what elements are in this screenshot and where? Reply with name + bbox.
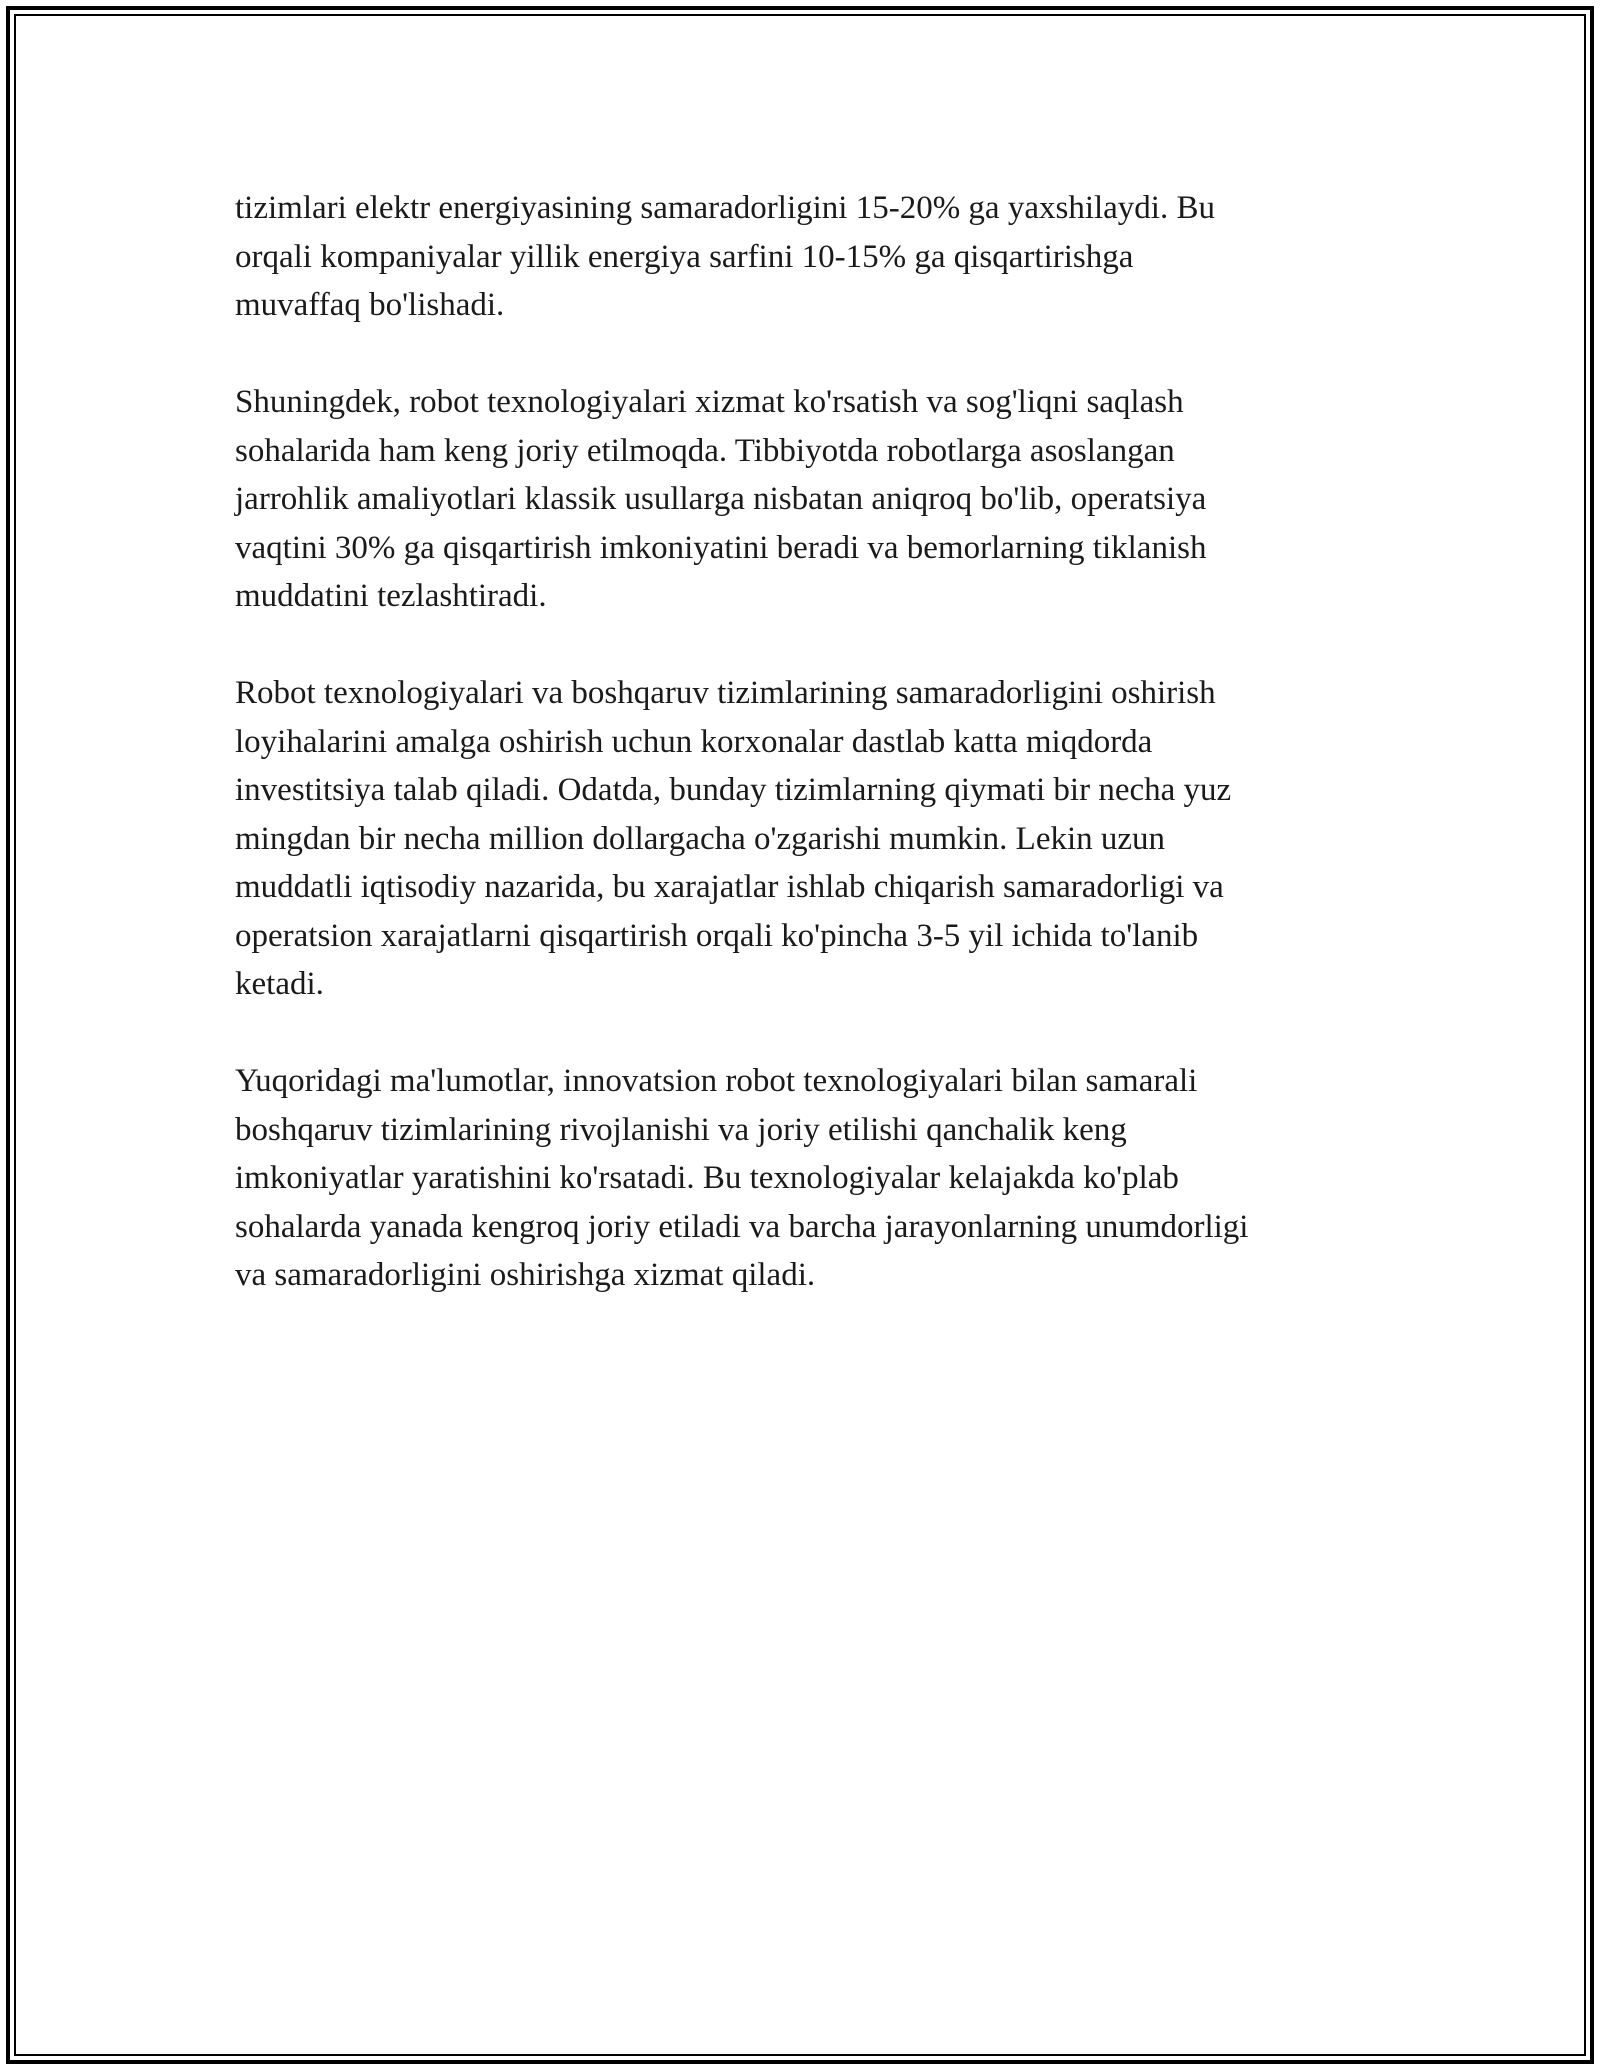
text-line: va samaradorligini oshirishga xizmat qiladi. <box>235 1257 816 1293</box>
text-line: ketadi. <box>235 966 324 1002</box>
text-line: Yuqoridagi ma'lumotlar, innovatsion robot texnologiyalari bilan samarali <box>235 1063 1198 1099</box>
document-body <box>235 184 1375 1348</box>
text-line: muddatini tezlashtiradi. <box>235 578 547 614</box>
text-line: operatsion xarajatlarni qisqartirish orqali ko'pincha 3-5 yil ichida to'lanib <box>235 917 1199 954</box>
text-line: muddatli iqtisodiy nazarida, bu xarajatlar ishlab chiqarish samaradorligi va <box>235 869 1224 905</box>
paragraph-3 <box>235 669 1375 1009</box>
text-line: orqali kompaniyalar yillik energiya sarfini 10-15% ga qisqartirishga <box>235 238 1134 275</box>
text-line: vaqtini 30% ga qisqartirish imkoniyatini beradi va bemorlarning tiklanish <box>235 529 1207 566</box>
text-line: loyihalarini amalga oshirish uchun korxonalar dastlab katta miqdorda <box>235 723 1153 760</box>
text-line: boshqaruv tizimlarining rivojlanishi va joriy etilishi qanchalik keng <box>235 1111 1127 1148</box>
paragraph-4 <box>235 1057 1375 1300</box>
text-line: investitsiya talab qiladi. Odatda, bunday tizimlarning qiymati bir necha yuz <box>235 772 1232 808</box>
text-line: Robot texnologiyalari va boshqaruv tizimlarining samaradorligini oshirish <box>235 675 1216 711</box>
text-line: sohalarida ham keng joriy etilmoqda. Tibbiyotda robotlarga asoslangan <box>235 432 1175 469</box>
text-line: mingdan bir necha million dollargacha o'zgarishi mumkin. Lekin uzun <box>235 820 1166 857</box>
text-line: imkoniyatlar yaratishini ko'rsatadi. Bu texnologiyalar kelajakda ko'plab <box>235 1160 1179 1196</box>
paragraph-1 <box>235 184 1375 330</box>
text-line: sohalarda yanada kengroq joriy etiladi va barcha jarayonlarning unumdorligi <box>235 1208 1249 1245</box>
text-line: jarrohlik amaliyotlari klassik usullarga nisbatan aniqroq bo'lib, operatsiya <box>235 481 1207 517</box>
text-line: Shuningdek, robot texnologiyalari xizmat ko'rsatish va sog'liqni saqlash <box>235 384 1184 420</box>
text-line: muvaffaq bo'lishadi. <box>235 287 505 323</box>
paragraph-2 <box>235 378 1375 621</box>
text-line: tizimlari elektr energiyasining samaradorligini 15-20% ga yaxshilaydi. Bu <box>235 190 1215 226</box>
